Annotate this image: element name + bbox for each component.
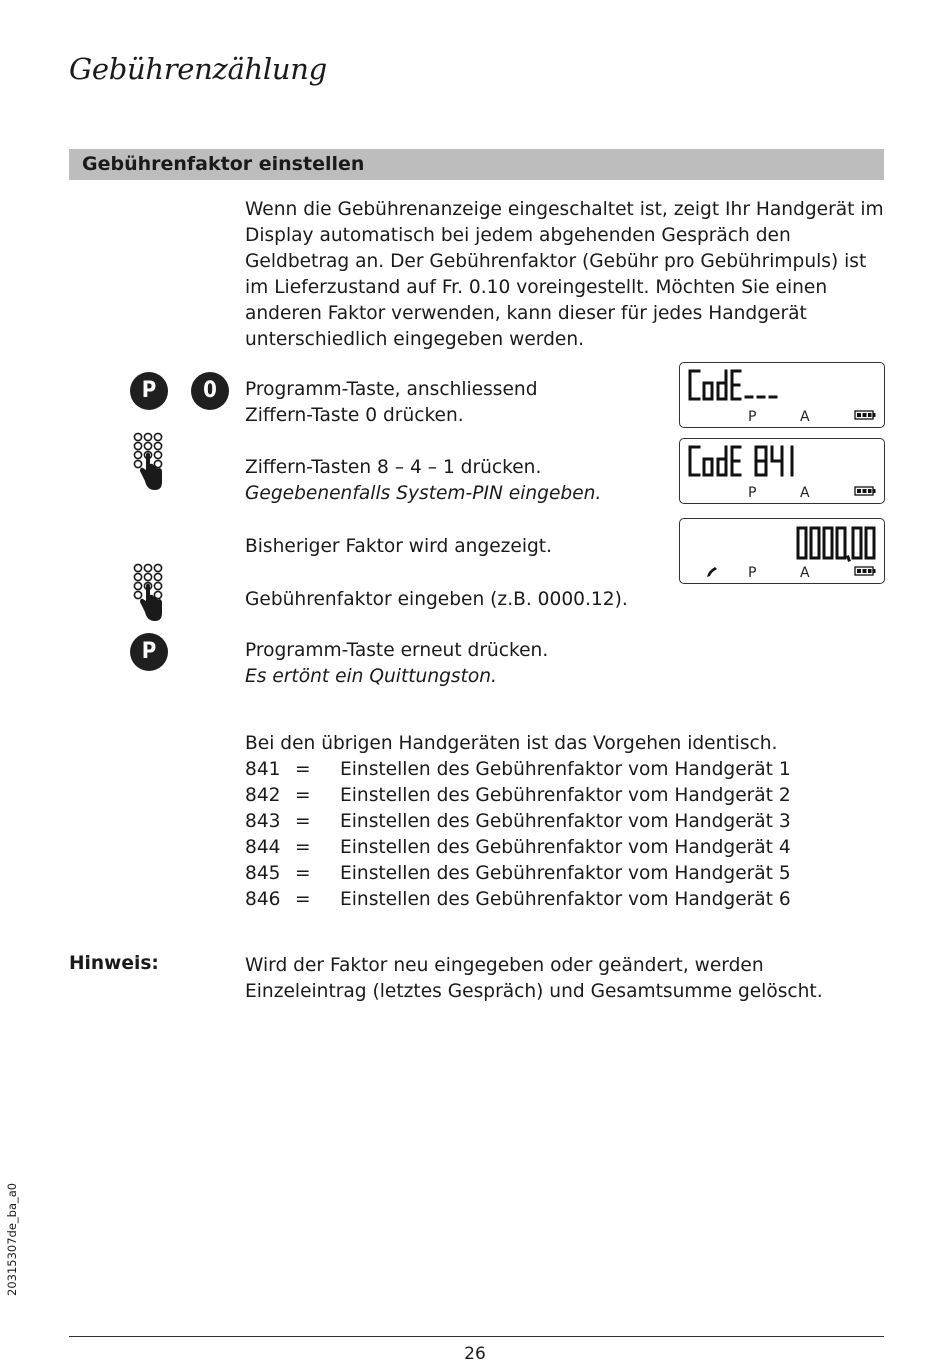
handset-icon	[705, 565, 719, 579]
step-4: Gebührenfaktor eingeben (z.B. 0000.12).	[245, 589, 628, 610]
lcd-display-code	[679, 362, 885, 428]
program-key-icon: P	[130, 633, 168, 671]
step-1: Programm-Taste, anschliessend Ziffern-Taste 0 drücken.	[245, 379, 538, 426]
lcd-display-factor	[679, 518, 885, 584]
hint-text: Wird der Faktor neu eingegeben oder geändert, werden Einzeleintrag (letztes Gespräch) und Gesamtsumme gelöscht.	[245, 955, 823, 1002]
hint-label: Hinweis:	[69, 953, 159, 974]
section-header	[69, 149, 884, 180]
lcd-indicator-a: A	[800, 565, 810, 581]
lcd-indicator-a: A	[800, 485, 810, 501]
list-item: 843 = Einstellen des Gebührenfaktor vom Handgerät 3	[245, 811, 791, 832]
list-item: 842 = Einstellen des Gebührenfaktor vom Handgerät 2	[245, 785, 791, 806]
intro-paragraph: Wenn die Gebührenanzeige eingeschaltet ist, zeigt Ihr Handgerät im Display automatisch bei jedem abgehenden Gespräch den Geldbetrag an. Der Gebührenfaktor (Gebühr pro Gebührimpuls) ist im Lieferzustand auf Fr. 0.10 voreingestellt. Möchten Sie einen anderen Faktor verwenden, kann dieser für jedes Handgerät unterschiedlich eingegeben werden.	[245, 199, 884, 350]
list-item: 841 = Einstellen des Gebührenfaktor vom Handgerät 1	[245, 759, 791, 780]
list-item: 844 = Einstellen des Gebührenfaktor vom Handgerät 4	[245, 837, 791, 858]
codes-section	[245, 731, 845, 913]
document-code: 20315307de_ba_a0	[5, 1182, 19, 1296]
keypad-icon	[133, 432, 167, 496]
lcd-segment-text	[686, 367, 786, 403]
step-3: Bisheriger Faktor wird angezeigt.	[245, 536, 553, 557]
page-number: 26	[464, 1344, 486, 1364]
list-item: 845 = Einstellen des Gebührenfaktor vom Handgerät 5	[245, 863, 791, 884]
lcd-segment-text	[792, 523, 882, 563]
battery-icon	[854, 566, 876, 576]
step-2: Ziffern-Tasten 8 – 4 – 1 drücken. Gegebenenfalls System-PIN eingeben.	[245, 457, 602, 504]
list-item: 846 = Einstellen des Gebührenfaktor vom Handgerät 6	[245, 889, 791, 910]
step-5: Programm-Taste erneut drücken. Es ertönt ein Quittungston.	[245, 640, 549, 687]
lcd-display-code-841	[679, 438, 885, 504]
lcd-indicator-p: P	[748, 485, 757, 501]
codes-intro: Bei den übrigen Handgeräten ist das Vorgehen identisch.	[245, 733, 778, 754]
keypad-icon	[133, 563, 167, 627]
lcd-indicator-p: P	[748, 409, 757, 425]
lcd-indicator-a: A	[800, 409, 810, 425]
lcd-indicator-p: P	[748, 565, 757, 581]
battery-icon	[854, 486, 876, 496]
footer-divider	[69, 1336, 884, 1337]
zero-key-icon: 0	[191, 372, 229, 410]
program-key-icon: P	[130, 372, 168, 410]
battery-icon	[854, 410, 876, 420]
lcd-segment-text	[686, 443, 806, 479]
chapter-title: Gebührenzählung	[69, 52, 327, 86]
section-title: Gebührenfaktor einstellen	[82, 153, 365, 175]
